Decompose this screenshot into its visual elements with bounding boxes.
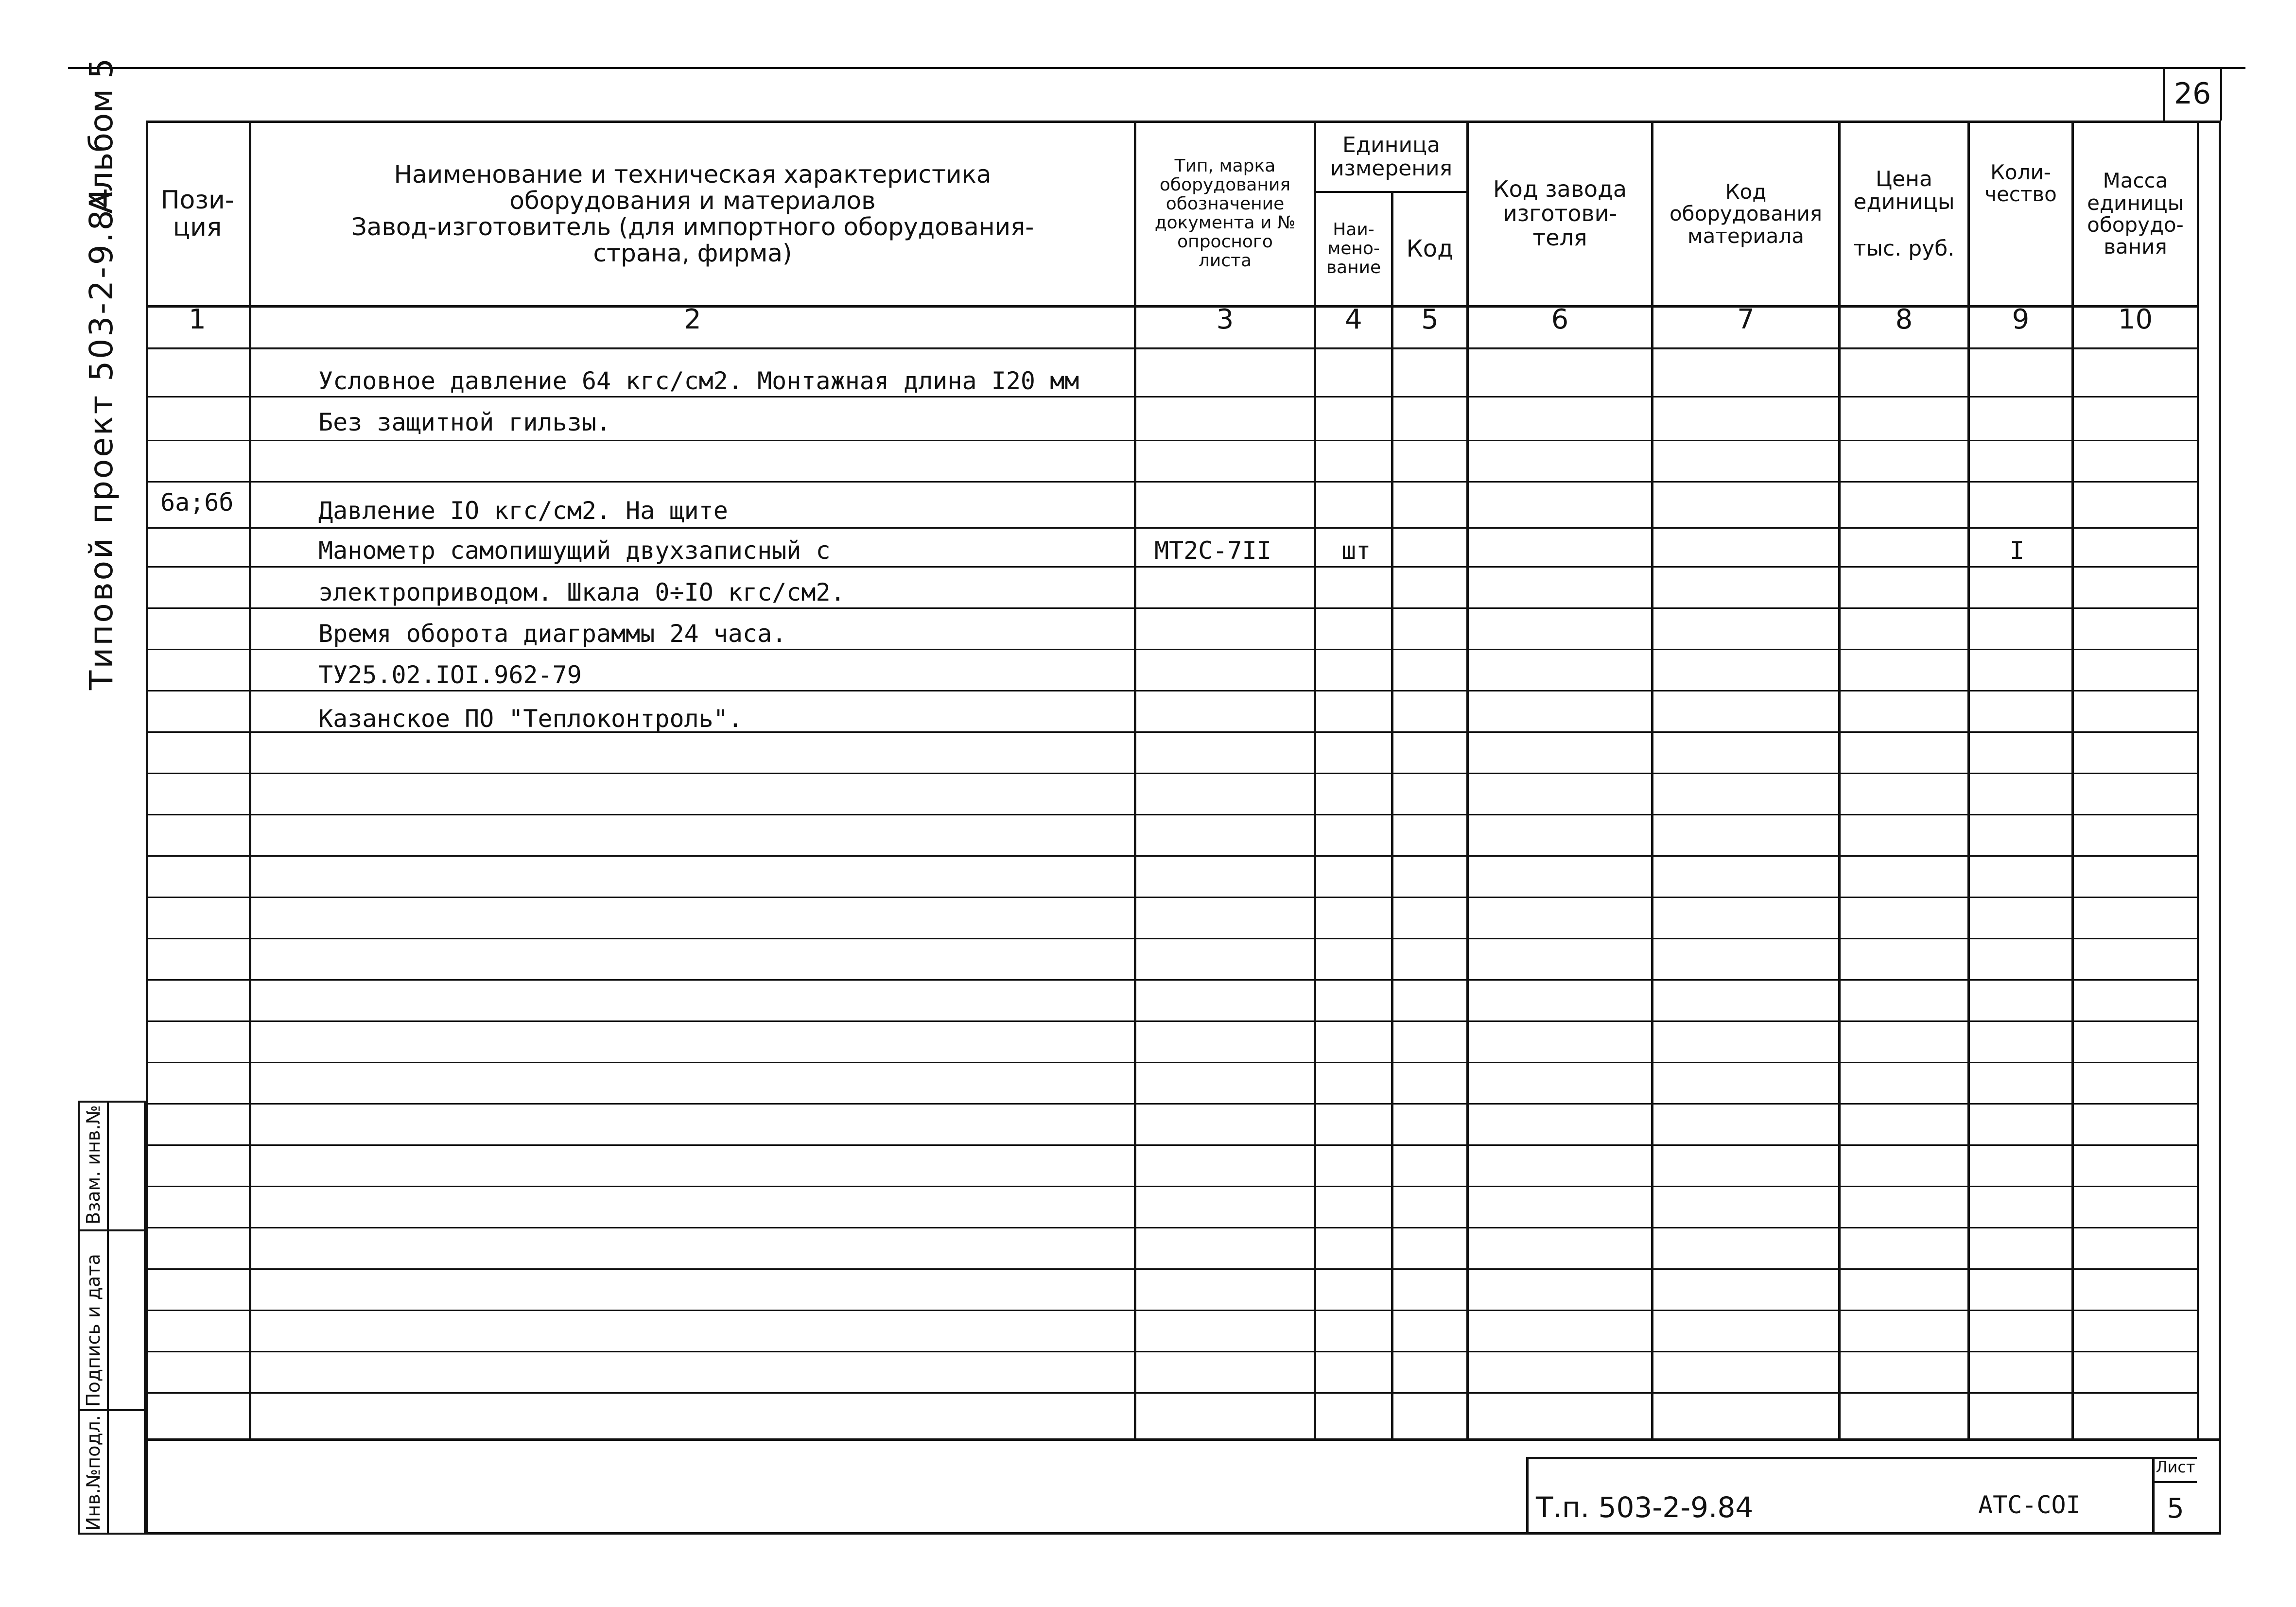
row-1-name: Условное давление 64 кгс/см2. Монтажная длина I20 мм [318,367,1079,395]
album-title: Альбом 5 [83,58,120,214]
row-line [146,1392,2197,1394]
colnum-9: 9 [2012,304,2030,335]
header-price: Цена единицы тыс. руб. [1853,166,1955,261]
row-line [146,649,2197,650]
row-line [146,1186,2197,1187]
numbers-bottom-rule [146,347,2197,349]
row-4-name: Давление IO кгс/см2. На щите [318,497,728,525]
colnum-5: 5 [1421,304,1439,335]
project-title: Типовой проект 503-2-9.84 [83,186,120,690]
stamp-divider [107,1101,109,1535]
header-name: Наименование и техническая характеристика оборудования и материалов Завод-изготовитель (для импортного оборудования- страна, фирма) [351,160,1034,267]
row-line [146,396,2197,397]
sheet-number: 5 [2167,1493,2184,1524]
header-unit: Единица измерения [1330,132,1453,181]
row-line [146,938,2197,939]
row-line [146,1062,2197,1063]
header-quantity: Коли- чество [1984,160,2057,207]
row-9-name: Казанское ПО "Теплоконтроль". [318,705,743,733]
stamp-label-replace: Взам. инв.№ [83,1105,104,1225]
sheet-label: Лист [2156,1458,2195,1476]
row-line [146,897,2197,898]
stamp-sep-1 [78,1229,146,1231]
row-line [146,440,2197,441]
row-line [146,1020,2197,1022]
row-4-position: 6а;6б [160,488,234,517]
row-line [146,1103,2197,1105]
stamp-label-inv: Инв.№подл. [83,1415,104,1531]
doc-code: Т.п. 503-2-9.84 [1536,1491,1754,1524]
row-line [146,1351,2197,1352]
top-rule [68,67,2245,69]
header-mass: Масса единицы оборудо- вания [2087,169,2184,259]
stamp-label-sign: Подпись и дата [83,1254,104,1407]
row-5-qty: I [2010,536,2025,565]
row-2-name: Без защитной гильзы. [318,408,611,436]
col-line-10 [2197,121,2199,1438]
header-unit-name: Наи- мено- вание [1326,220,1381,277]
row-5-unit: шт [1341,536,1371,565]
row-line [146,773,2197,774]
header-position: Пози- ция [160,185,234,242]
row-line [146,1144,2197,1146]
row-7-name: Время оборота диаграммы 24 часа. [318,620,787,648]
colnum-8: 8 [1895,304,1913,335]
colnum-3: 3 [1216,304,1234,335]
colnum-7: 7 [1737,304,1755,335]
row-5-type: МТ2С-7II [1154,536,1271,565]
row-8-name: ТУ25.02.IOI.962-79 [318,661,582,689]
row-line [146,690,2197,691]
row-5-name: Манометр самопишущий двухзаписный с [318,536,831,565]
page-number: 26 [2163,67,2222,121]
row-line [146,979,2197,981]
header-equipment-code: Код оборудования материала [1669,179,1823,248]
colnum-4: 4 [1345,304,1362,335]
row-line [146,527,2197,529]
sheet-code: АТС-СОI [1978,1491,2081,1519]
colnum-2: 2 [684,304,701,335]
row-line [146,1310,2197,1311]
header-factory-code: Код завода изготови- теля [1493,176,1627,251]
header-unit-code: Код [1406,235,1454,262]
row-line [146,481,2197,483]
row-line [146,1268,2197,1270]
row-line [146,1227,2197,1228]
row-line [146,566,2197,568]
row-line [146,607,2197,609]
footer-rule [146,1438,2221,1441]
row-line [146,855,2197,857]
colnum-1: 1 [189,304,206,335]
row-6-name: электроприводом. Шкала 0÷IO кгс/см2. [318,578,845,606]
header-type: Тип, марка оборудования обозначение документа и № опросного листа [1154,156,1296,271]
colnum-6: 6 [1551,304,1569,335]
colnum-10: 10 [2118,304,2153,335]
stamp-sep-2 [78,1409,146,1411]
row-line [146,814,2197,815]
sheet-box-split [2152,1481,2197,1483]
